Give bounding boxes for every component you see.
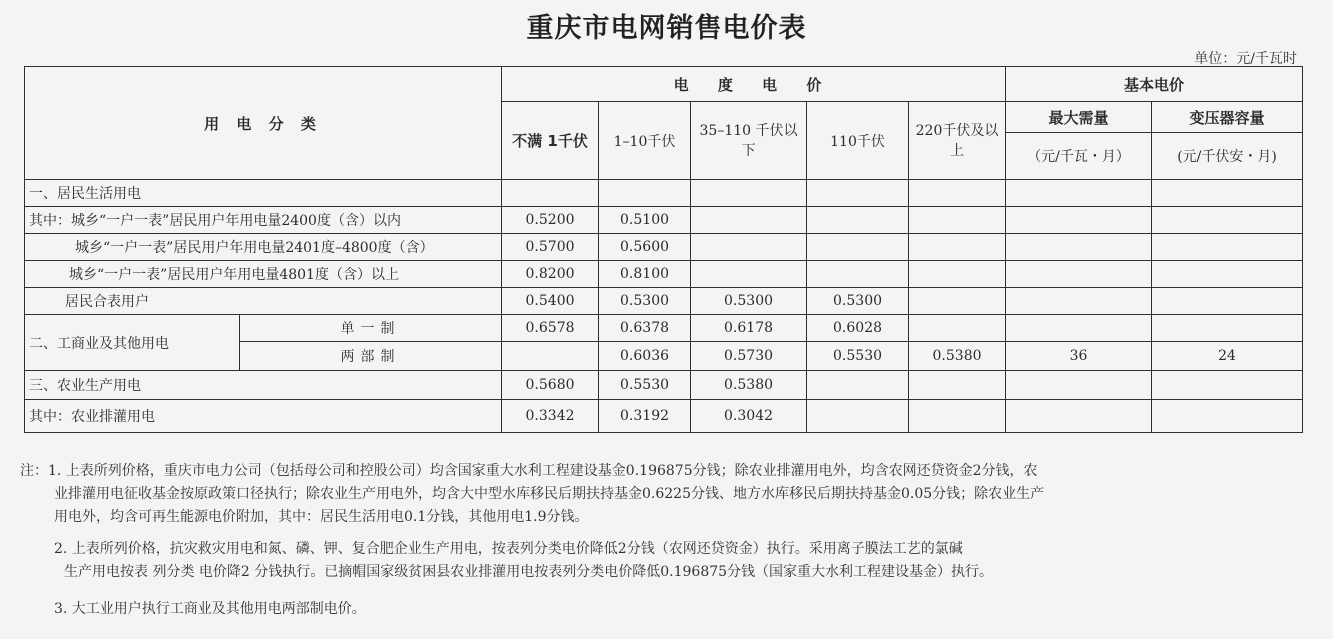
max-demand-unit: （元/千瓦・月） [1006,133,1152,180]
price-cell: 0.5300 [691,288,807,315]
col-header-1-10kv: 1–10千伏 [599,102,691,180]
row-label: 城乡“一户一表”居民用户年用电量4801度（含）以上 [25,261,502,288]
note-1-line-2: 业排灌用电征收基金按原政策口径执行；除农业生产用电外，均含大中型水库移民后期扶持基金0.6225分钱、地方水库移民后期扶持基金0.05分钱；除农业生产 [54,486,1045,502]
basic-price-cell: 36 [1006,342,1152,371]
price-cell: 0.6178 [691,315,807,342]
notes [20,460,1310,621]
sub-label: 单一制 [240,315,502,342]
row-label: 其中：农业排灌用电 [25,400,502,433]
row-label: 居民合表用户 [25,288,502,315]
table-row [25,288,1303,315]
row-label: 一、居民生活用电 [25,180,502,207]
row-label: 其中：城乡“一户一表”居民用户年用电量2400度（含）以内 [25,207,502,234]
col-header-35-110kv: 35–110 千伏以下 [691,102,807,180]
price-cell: 0.3192 [599,400,691,433]
price-cell: 0.3042 [691,400,807,433]
table-row [25,207,1303,234]
price-cell: 0.5300 [599,288,691,315]
price-cell: 0.5530 [599,371,691,400]
price-cell: 0.6578 [502,315,599,342]
price-cell: 0.8200 [502,261,599,288]
col-header-220kv: 220千伏及以上 [909,102,1006,180]
price-table [24,66,1303,433]
price-cell: 0.8100 [599,261,691,288]
col-header-transformer: 变压器容量 [1152,102,1303,133]
basic-price-header: 基本电价 [1006,67,1303,102]
col-header-max-demand: 最大需量 [1006,102,1152,133]
price-cell: 0.5200 [502,207,599,234]
note-1-line-3: 用电外，均含可再生能源电价附加，其中：居民生活用电0.1分钱，其他用电1.9分钱。 [54,509,589,525]
category-header: 用 电 分 类 [25,67,502,180]
row-label: 二、工商业及其他用电 [25,315,240,371]
note-1-line-1: 注：1. 上表所列价格，重庆市电力公司（包括母公司和控股公司）均含国家重大水利工程建设基金0.196875分钱；除农业排灌用电外，均含农网还贷资金2分钱，农 [20,463,1038,479]
price-cell: 0.5730 [691,342,807,371]
price-cell: 0.5400 [502,288,599,315]
price-cell: 0.6036 [599,342,691,371]
transformer-unit: (元/千伏安・月) [1152,133,1303,180]
price-cell: 0.5380 [691,371,807,400]
price-cell: 0.6378 [599,315,691,342]
price-cell: 0.5300 [807,288,909,315]
col-header-110kv: 110千伏 [807,102,909,180]
col-header-lt1kv: 不满 1千伏 [502,102,599,180]
table-row-industry-single [25,315,1303,342]
note-3: 3. 大工业用户执行工商业及其他用电两部制电价。 [54,601,366,617]
price-cell: 0.3342 [502,400,599,433]
table-row-resident [25,180,1303,207]
note-2-line-1: 2. 上表所列价格，抗灾救灾用电和氮、磷、钾、复合肥企业生产用电，按表列分类电价降低2分钱（农网还贷资金）执行。采用离子膜法工艺的氯碱 [54,541,963,557]
row-label: 城乡“一户一表”居民用户年用电量2401度–4800度（含） [25,234,502,261]
header-row-1 [25,67,1303,102]
price-cell: 0.5100 [599,207,691,234]
table-row-irrigation [25,400,1303,433]
price-cell: 0.5600 [599,234,691,261]
row-label: 三、农业生产用电 [25,371,502,400]
table-row [25,234,1303,261]
price-cell: 0.5380 [909,342,1006,371]
energy-price-header: 电 度 电 价 [502,67,1006,102]
price-cell: 0.6028 [807,315,909,342]
page-title: 重庆市电网销售电价表 [526,13,807,44]
sub-label: 两部制 [240,342,502,371]
unit-label: 单位：元/千瓦时 [1194,51,1297,67]
price-cell: 0.5680 [502,371,599,400]
price-cell: 0.5530 [807,342,909,371]
price-cell: 0.5700 [502,234,599,261]
note-2-line-2: 生产用电按表 列分类 电价降2 分钱执行。已摘帽国家级贫困县农业排灌用电按表列分类电价降低0.196875分钱（国家重大水利工程建设基金）执行。 [64,564,994,580]
basic-price-cell: 24 [1152,342,1303,371]
table-row [25,261,1303,288]
table-row-agri [25,371,1303,400]
